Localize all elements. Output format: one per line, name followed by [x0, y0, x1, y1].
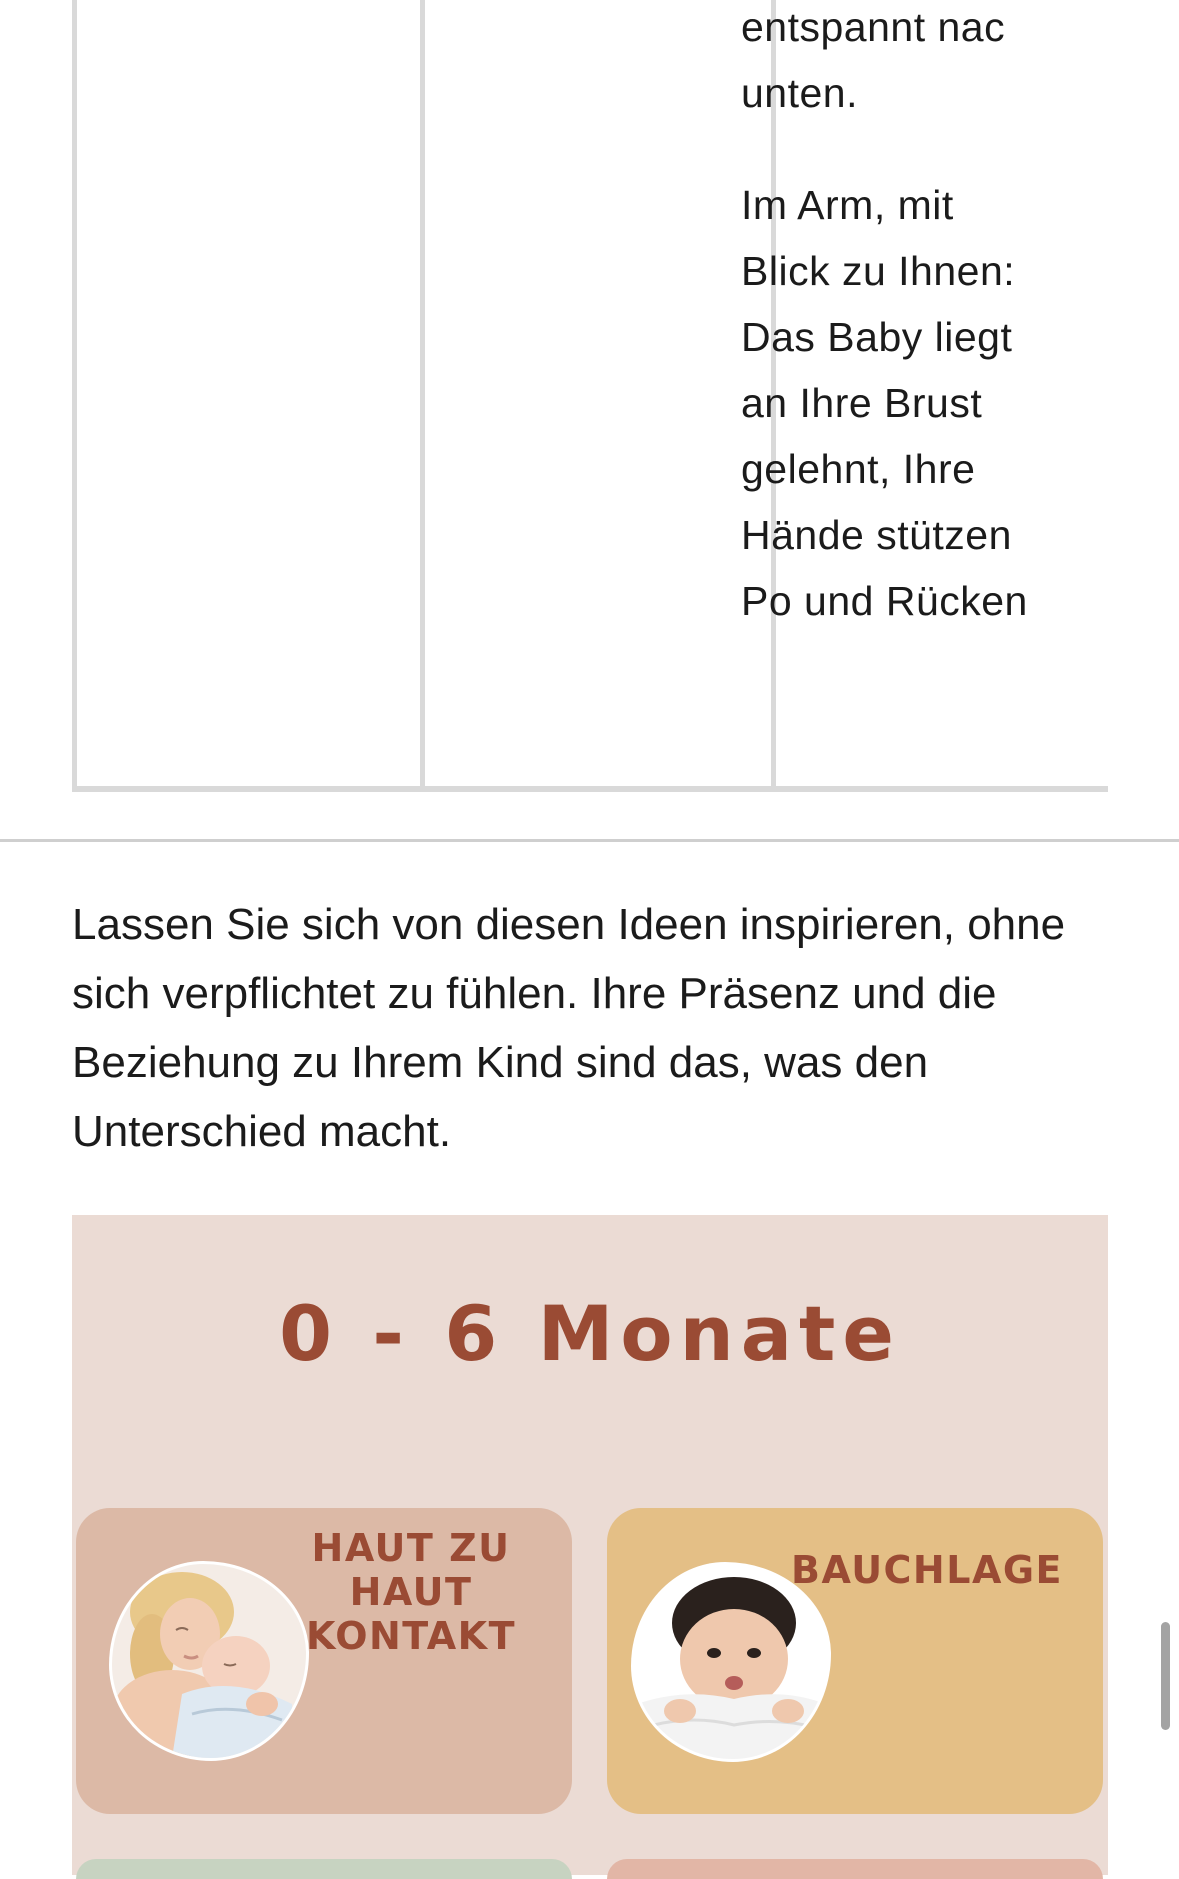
text-line: an Ihre Brust [741, 380, 983, 426]
text-line: Blick zu Ihnen: [741, 248, 1016, 294]
text-line: unten. [741, 70, 858, 116]
activity-card-next[interactable] [76, 1859, 572, 1879]
section-divider [0, 839, 1179, 842]
table-column-divider [420, 0, 425, 792]
activity-card-label: HAUT ZU HAUT KONTAKT [305, 1526, 517, 1658]
text-line: Das Baby liegt [741, 314, 1013, 360]
baby-tummy-time-photo [634, 1565, 828, 1759]
text-line: Po und Rücken [741, 578, 1028, 624]
table-border [72, 786, 1108, 792]
table-cell-paragraph [741, 0, 1005, 126]
text-line: Hände stützen [741, 512, 1012, 558]
table-border [72, 0, 77, 792]
age-section-title: 0 - 6 Monate [279, 1289, 901, 1378]
vertical-scrollbar[interactable] [1161, 1622, 1170, 1730]
activity-card-skin-contact[interactable] [76, 1508, 572, 1814]
text-line: Im Arm, mit [741, 182, 954, 228]
text-line: gelehnt, Ihre [741, 446, 976, 492]
text-line: entspannt nac [741, 4, 1006, 50]
age-section [72, 1215, 1108, 1875]
mother-newborn-photo [112, 1564, 306, 1758]
intro-paragraph: Lassen Sie sich von diesen Ideen inspirieren, ohne sich verpflichtet zu fühlen. Ihre Präsenz und die Beziehung zu Ihrem Kind sind das, was den Unterschied macht. [72, 900, 1066, 1156]
activity-card-next[interactable] [607, 1859, 1103, 1879]
activity-card-label: BAUCHLAGE [790, 1548, 1064, 1592]
activity-card-tummy-time[interactable] [607, 1508, 1103, 1814]
table-cell-paragraph [741, 172, 1028, 634]
